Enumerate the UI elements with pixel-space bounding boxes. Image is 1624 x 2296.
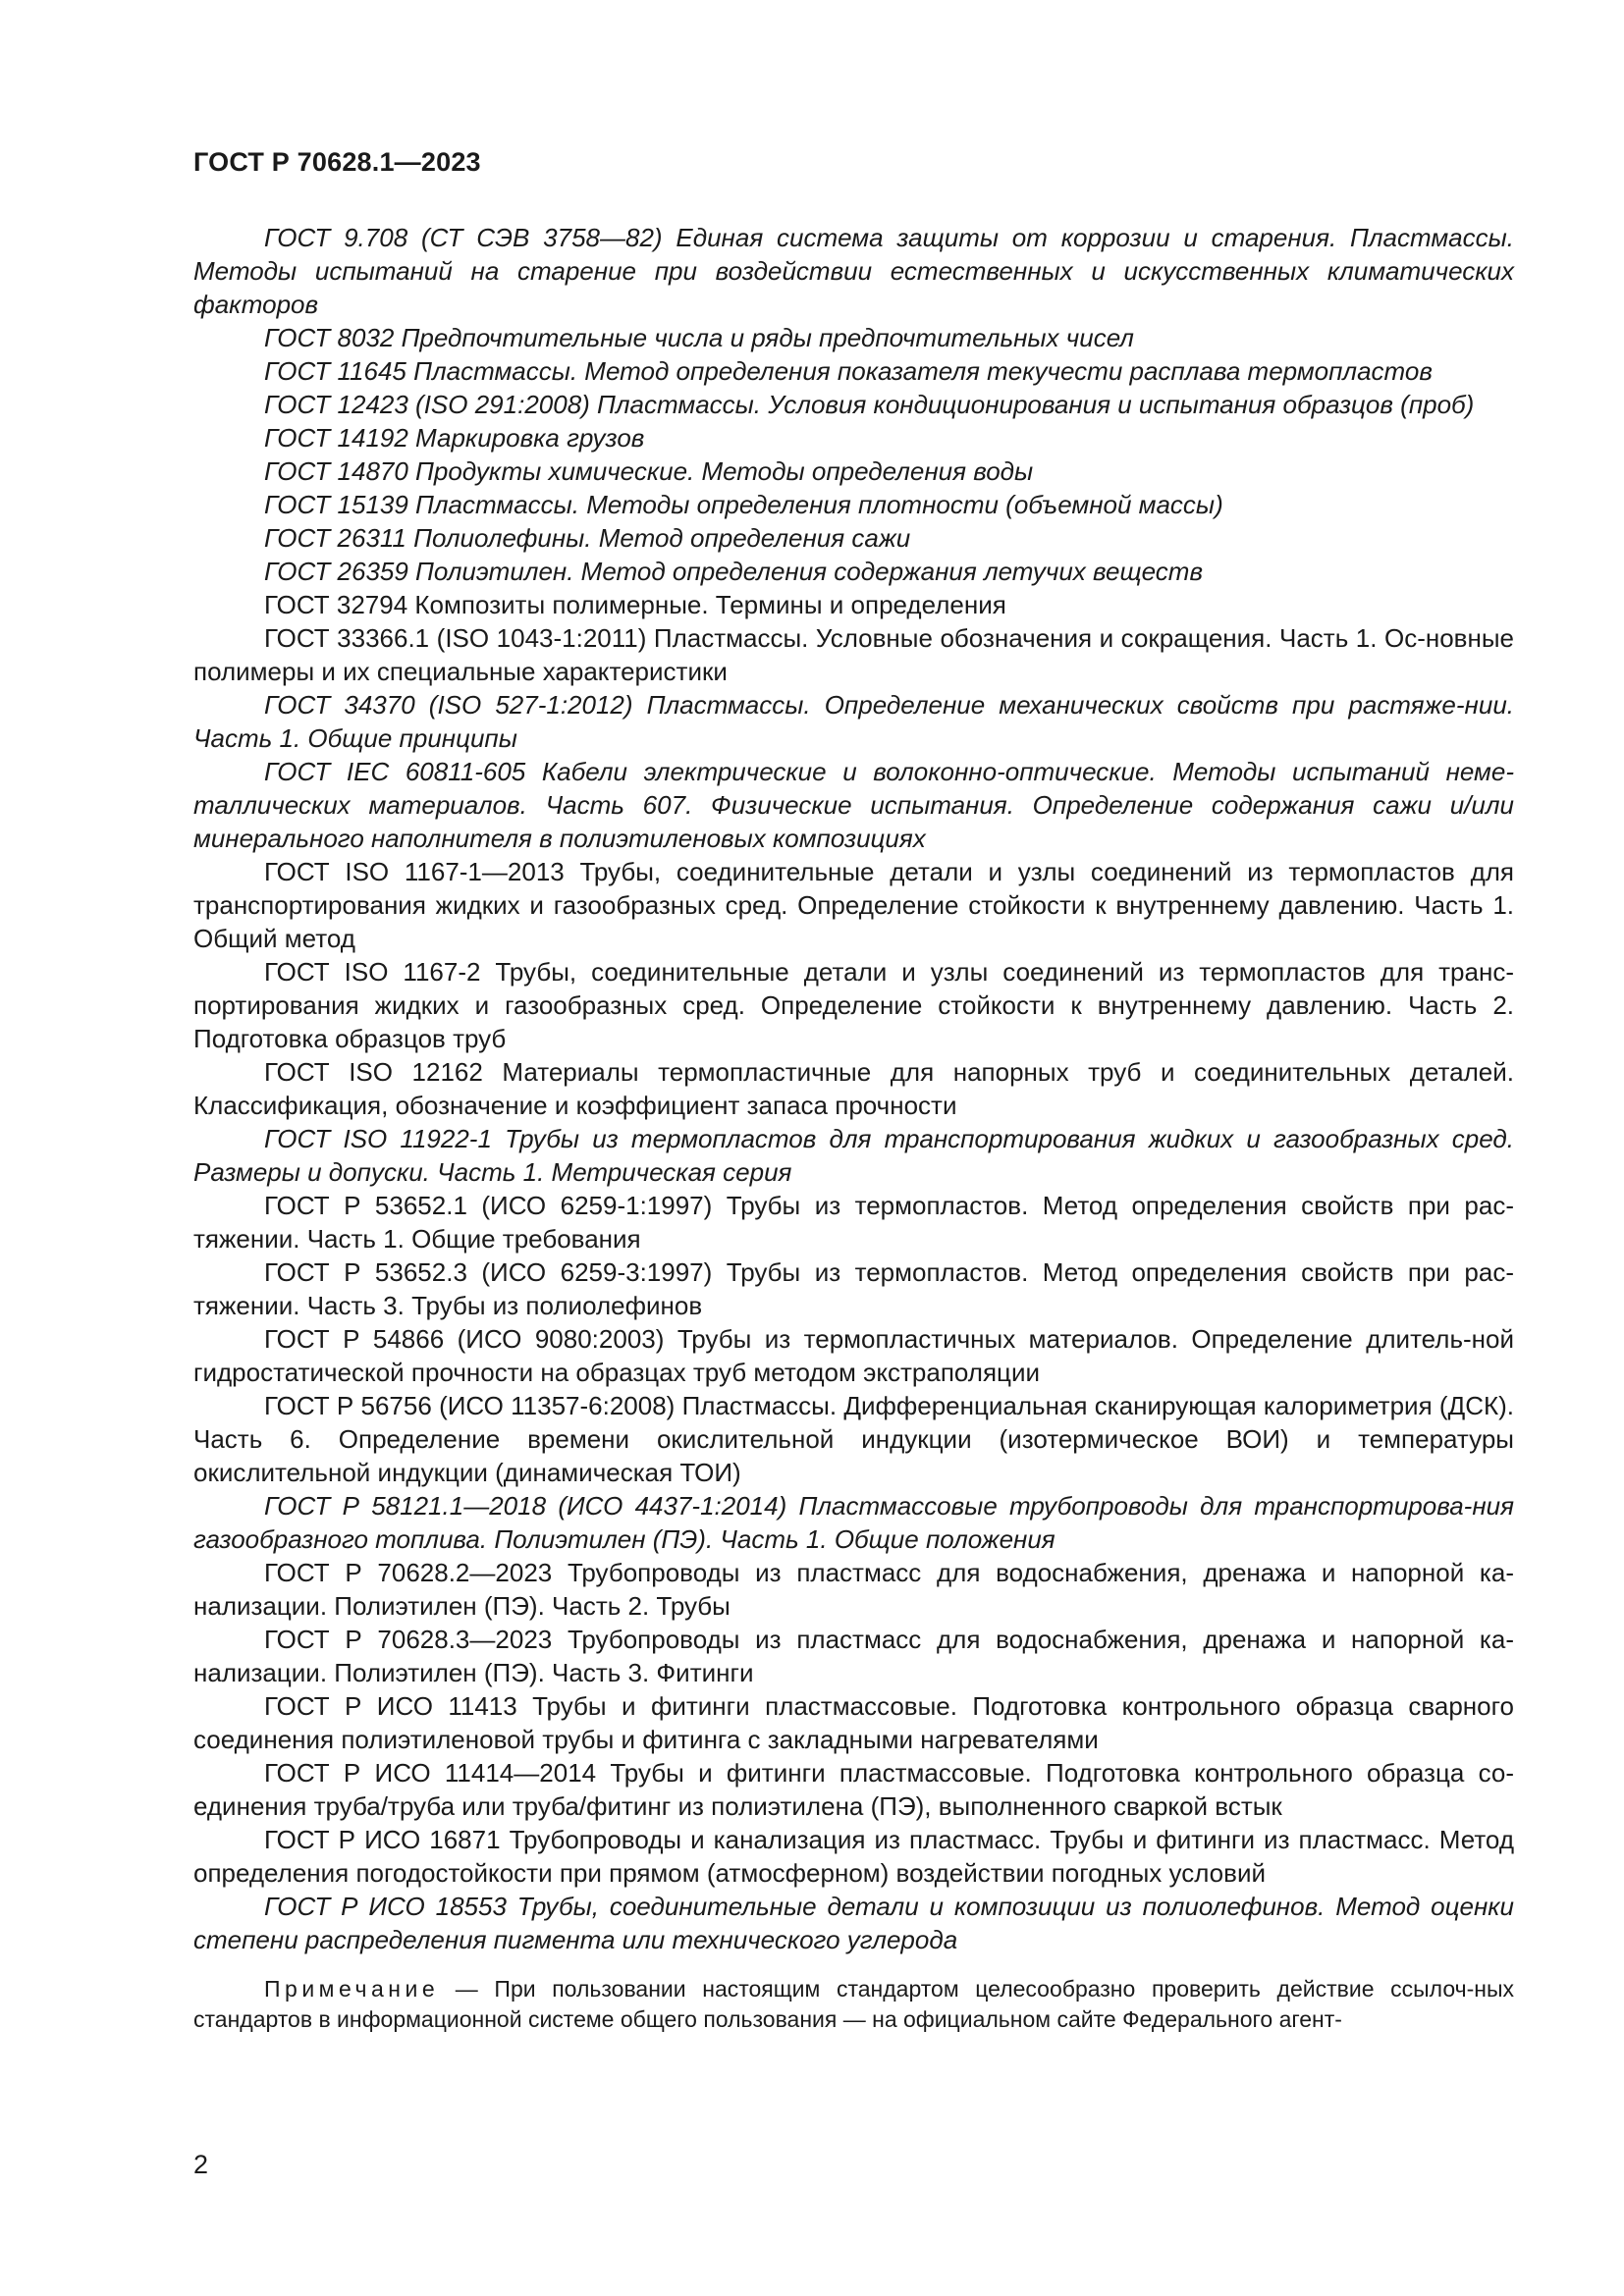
reference-item-20: ГОСТ Р 54866 (ИСО 9080:2003) Трубы из термопластичных материалов. Определение длитель-ной гидростатической прочности на образцах труб методом экстраполяции — [193, 1324, 1514, 1387]
reference-item-14: ГОСТ ISO 1167-1—2013 Трубы, соединительные детали и узлы соединений из термопластов для транспортирования жидких и газообразных сред. Определение стойкости к внутреннему давлению. Часть 1. Общий метод — [193, 857, 1514, 953]
reference-item-24: ГОСТ Р 70628.3—2023 Трубопроводы из пластмасс для водоснабжения, дренажа и напорной ка-нализации. Полиэтилен (ПЭ). Часть 3. Фитинги — [193, 1625, 1514, 1687]
reference-item-8: ГОСТ 26311 Полиолефины. Метод определения сажи — [264, 523, 911, 553]
note-label: Примечание — [264, 1976, 440, 2002]
reference-item-28: ГОСТ Р ИСО 18553 Трубы, соединительные детали и композиции из полиолефинов. Метод оценки степени распределения пигмента или технического углерода — [193, 1892, 1514, 1954]
reference-item-25: ГОСТ Р ИСО 11413 Трубы и фитинги пластмассовые. Подготовка контрольного образца сварного соединения полиэтиленовой трубы и фитинга с закладными нагревателями — [193, 1691, 1514, 1754]
reference-item-5: ГОСТ 14192 Маркировка грузов — [264, 423, 645, 453]
reference-item-10: ГОСТ 32794 Композиты полимерные. Термины и определения — [264, 590, 1006, 619]
reference-item-7: ГОСТ 15139 Пластмассы. Методы определения плотности (объемной массы) — [264, 490, 1223, 519]
reference-item-6: ГОСТ 14870 Продукты химические. Методы определения воды — [264, 456, 1034, 486]
reference-item-17: ГОСТ ISO 11922-1 Трубы из термопластов для транспортирования жидких и газообразных сред. Размеры и допуски. Часть 1. Метрическая серия — [193, 1124, 1514, 1187]
reference-item-9: ГОСТ 26359 Полиэтилен. Метод определения содержания летучих веществ — [264, 557, 1204, 586]
reference-item-4: ГОСТ 12423 (ISO 291:2008) Пластмассы. Условия кондиционирования и испытания образцов (проб) — [264, 390, 1475, 419]
page-number: 2 — [193, 2150, 209, 2179]
reference-item-27: ГОСТ Р ИСО 16871 Трубопроводы и канализация из пластмасс. Трубы и фитинги из пластмасс. Метод определения погодостойкости при прямом (атмосферном) воздействии погодных условий — [193, 1825, 1514, 1888]
reference-item-18: ГОСТ Р 53652.1 (ИСО 6259-1:1997) Трубы из термопластов. Метод определения свойств при рас-тяжении. Часть 1. Общие требования — [193, 1191, 1514, 1254]
note-dash: — — [439, 1976, 495, 2002]
reference-item-19: ГОСТ Р 53652.3 (ИСО 6259-3:1997) Трубы из термопластов. Метод определения свойств при рас-тяжении. Часть 3. Трубы из полиолефинов — [193, 1257, 1514, 1320]
reference-item-12: ГОСТ 34370 (ISO 527-1:2012) Пластмассы. Определение механических свойств при растяже-нии. Часть 1. Общие принципы — [193, 690, 1514, 753]
reference-item-16: ГОСТ ISO 12162 Материалы термопластичные для напорных труб и соединительных деталей. Классификация, обозначение и коэффициент запаса прочности — [193, 1057, 1514, 1120]
note-text: При пользовании настоящим стандартом целесообразно проверить действие ссылоч-ных стандартов в информационной системе общего пользования — на официальном сайте Федерального агент- — [193, 1976, 1514, 2032]
reference-item-3: ГОСТ 11645 Пластмассы. Метод определения показателя текучести расплава термопластов — [264, 356, 1433, 386]
reference-item-13: ГОСТ IEC 60811-605 Кабели электрические и волоконно-оптические. Методы испытаний неме-таллических материалов. Часть 607. Физические испытания. Определение содержания сажи и/или минерального наполнителя в полиэтиленовых композициях — [193, 757, 1514, 853]
normative-references-list — [193, 221, 1514, 2035]
reference-item-22: ГОСТ Р 58121.1—2018 (ИСО 4437-1:2014) Пластмассовые трубопроводы для транспортирова-ния газообразного топлива. Полиэтилен (ПЭ). Часть 1. Общие положения — [193, 1491, 1514, 1554]
reference-item-11: ГОСТ 33366.1 (ISO 1043-1:2011) Пластмассы. Условные обозначения и сокращения. Часть 1. Ос-новные полимеры и их специальные характеристики — [193, 623, 1514, 686]
reference-item-15: ГОСТ ISO 1167-2 Трубы, соединительные детали и узлы соединений из термопластов для транс-портирования жидких и газообразных сред. Определение стойкости к внутреннему давлению. Часть 2. Подготовка образцов труб — [193, 957, 1514, 1053]
reference-item-21: ГОСТ Р 56756 (ИСО 11357-6:2008) Пластмассы. Дифференциальная сканирующая калориметрия (ДСК). Часть 6. Определение времени окислительной индукции (изотермическое ВОИ) и температуры окислительной индукции (динамическая ТОИ) — [193, 1391, 1514, 1487]
reference-item-23: ГОСТ Р 70628.2—2023 Трубопроводы из пластмасс для водоснабжения, дренажа и напорной ка-нализации. Полиэтилен (ПЭ). Часть 2. Трубы — [193, 1558, 1514, 1621]
note-paragraph — [193, 1974, 1514, 2035]
document-header-id: ГОСТ Р 70628.1—2023 — [193, 147, 481, 177]
references-container — [193, 221, 1514, 1956]
reference-item-1: ГОСТ 9.708 (СТ СЭВ 3758—82) Единая система защиты от коррозии и старения. Пластмассы. Методы испытаний на старение при воздействии естественных и искусственных климатических факторов — [193, 223, 1514, 319]
reference-item-26: ГОСТ Р ИСО 11414—2014 Трубы и фитинги пластмассовые. Подготовка контрольного образца со-единения труба/труба или труба/фитинг из полиэтилена (ПЭ), выполненного сваркой встык — [193, 1758, 1514, 1821]
reference-item-2: ГОСТ 8032 Предпочтительные числа и ряды предпочтительных чисел — [264, 323, 1134, 352]
